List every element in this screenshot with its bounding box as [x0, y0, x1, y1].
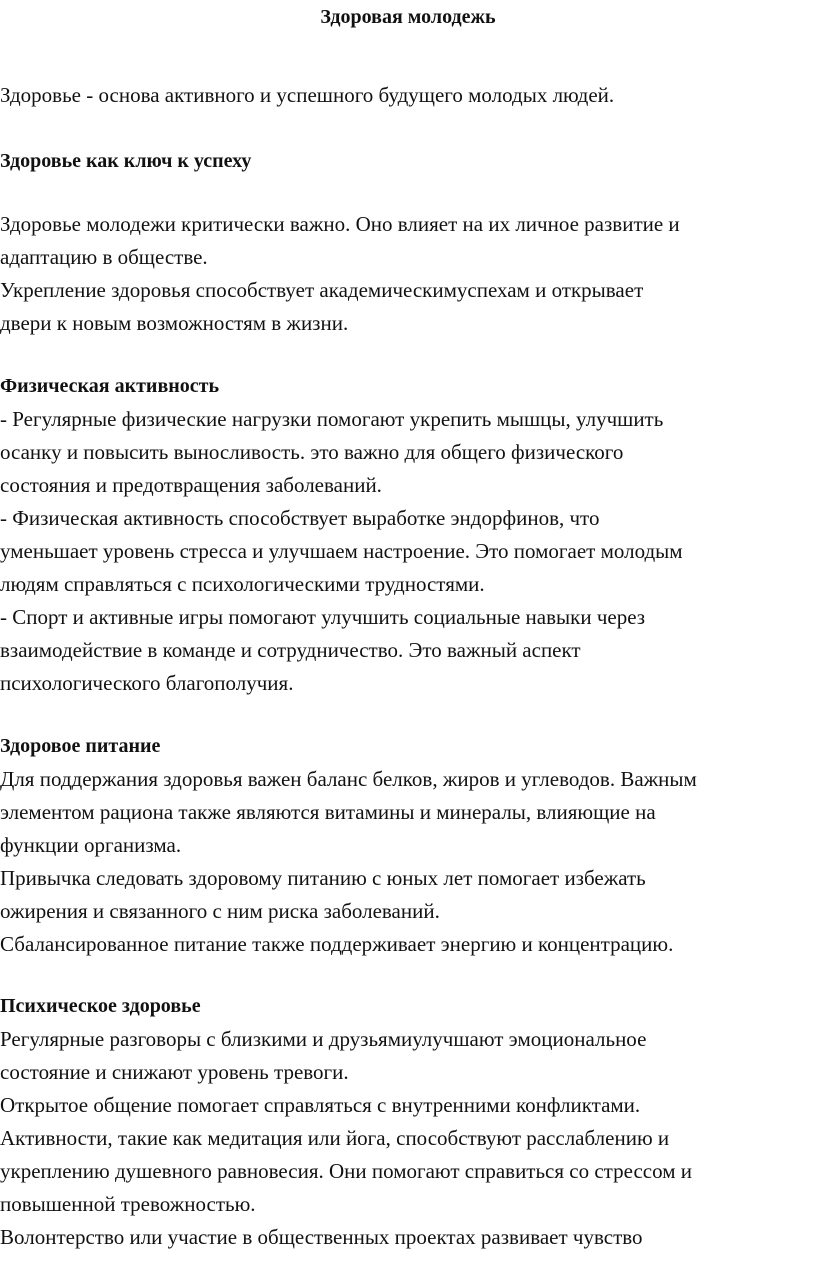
paragraph-line: уменьшает уровень стресса и улучшаем настроение. Это помогает молодым: [0, 539, 683, 563]
paragraph-line: - Физическая активность способствует выработке эндорфинов, что: [0, 506, 600, 530]
paragraph-line: Для поддержания здоровья важен баланс белков, жиров и углеводов. Важным: [0, 767, 697, 791]
intro-paragraph: Здоровье - основа активного и успешного будущего молодых людей.: [0, 83, 615, 107]
section-heading-healthy-eating: Здоровое питание: [0, 735, 161, 757]
paragraph-line: психологического благополучия.: [0, 671, 294, 695]
paragraph-line: - Спорт и активные игры помогают улучшить социальные навыки через: [0, 605, 646, 629]
section-heading-success: Здоровье как ключ к успеху: [0, 150, 252, 172]
document-title: Здоровая молодежь: [320, 6, 496, 28]
paragraph-line: состояние и снижают уровень тревоги.: [0, 1060, 349, 1084]
paragraph-line: Активности, такие как медитация или йога, способствуют расслаблению и: [0, 1126, 670, 1150]
paragraph-line: ожирения и связанного с ним риска заболеваний.: [0, 899, 440, 923]
paragraph-line: повышенной тревожностью.: [0, 1192, 256, 1216]
paragraph-line: людям справляться с психологическими трудностями.: [0, 572, 485, 596]
paragraph-line: адаптацию в обществе.: [0, 245, 208, 269]
paragraph-line: - Регулярные физические нагрузки помогают укрепить мышцы, улучшить: [0, 407, 664, 431]
section-heading-mental-health: Психическое здоровье: [0, 995, 201, 1017]
paragraph-line: состояния и предотвращения заболеваний.: [0, 473, 382, 497]
section-heading-physical-activity: Физическая активность: [0, 375, 220, 397]
paragraph-line: Регулярные разговоры с близкими и друзьямиулучшают эмоциональное: [0, 1027, 647, 1051]
paragraph-line: укреплению душевного равновесия. Они помогают справиться со стрессом и: [0, 1159, 692, 1183]
paragraph-line: осанку и повысить выносливость. это важно для общего физического: [0, 440, 624, 464]
paragraph-line: Здоровье молодежи критически важно. Оно влияет на их личное развитие и: [0, 212, 680, 236]
paragraph-line: Открытое общение помогает справляться с внутренними конфликтами.: [0, 1093, 641, 1117]
paragraph-line: двери к новым возможностям в жизни.: [0, 311, 349, 335]
paragraph-line: элементом рациона также являются витамины и минералы, влияющие на: [0, 800, 656, 824]
paragraph-line: Волонтерство или участие в общественных проектах развивает чувство: [0, 1225, 643, 1249]
paragraph-line: Сбалансированное питание также поддерживает энергию и концентрацию.: [0, 932, 674, 956]
paragraph-line: Привычка следовать здоровому питанию с юных лет помогает избежать: [0, 866, 646, 890]
paragraph-line: функции организма.: [0, 833, 182, 857]
paragraph-line: Укрепление здоровья способствует академическимуспехам и открывает: [0, 278, 644, 302]
paragraph-line: взаимодействие в команде и сотрудничество. Это важный аспект: [0, 638, 581, 662]
